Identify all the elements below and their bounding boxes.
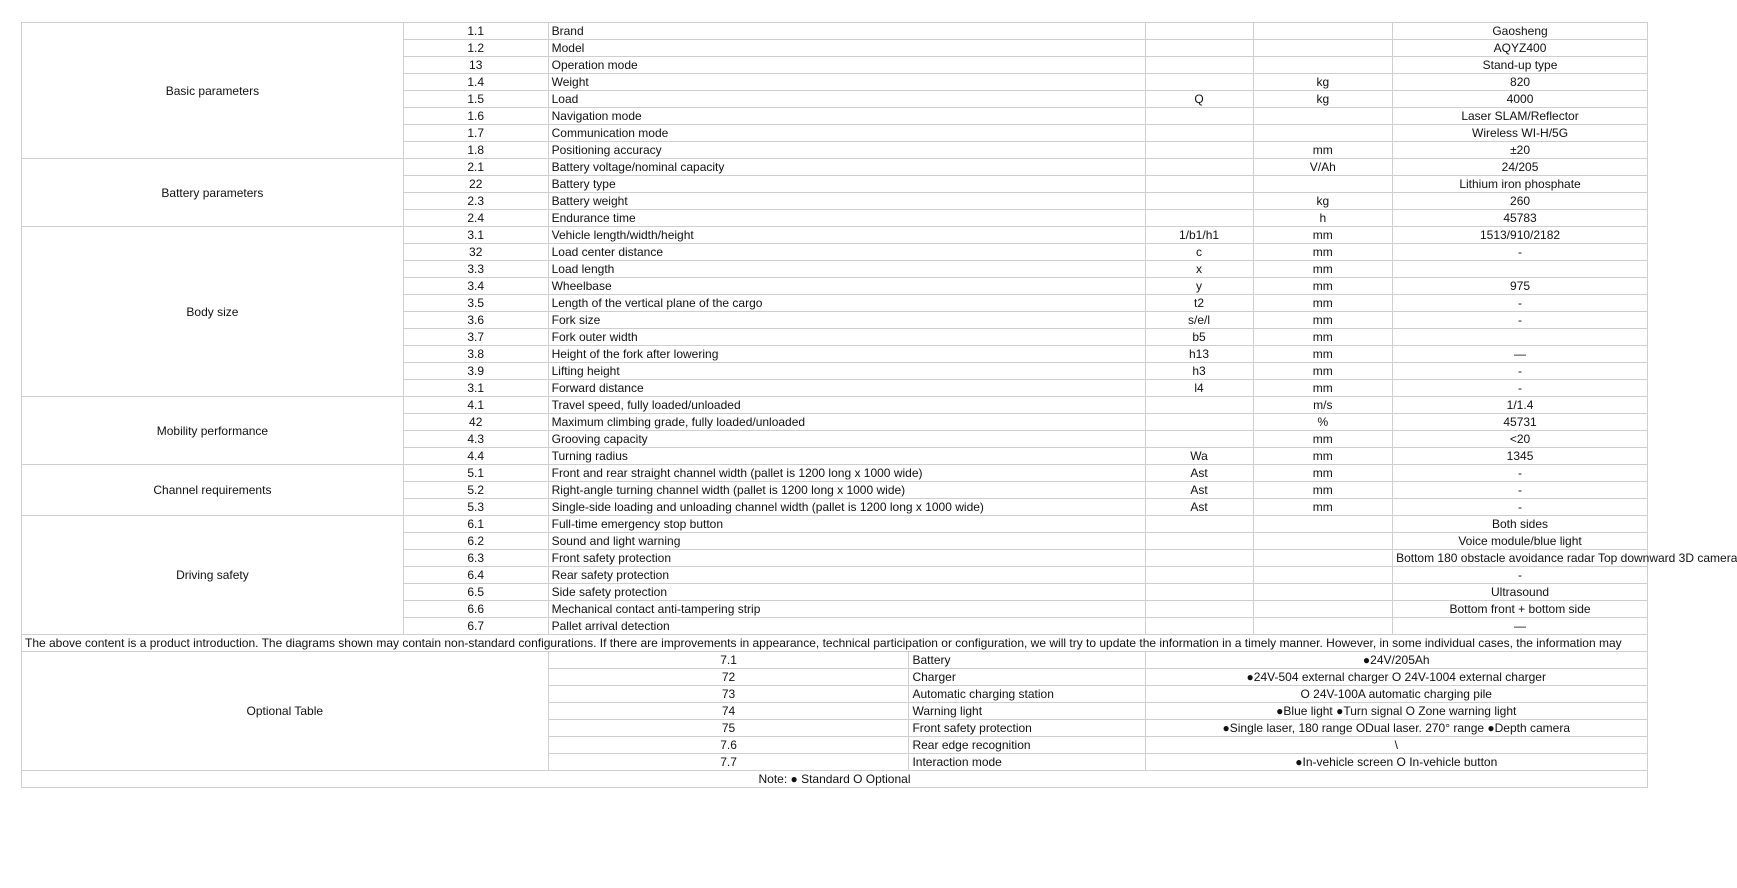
row-unit: %: [1253, 414, 1393, 431]
row-item: Fork outer width: [548, 329, 1145, 346]
row-item: Maximum climbing grade, fully loaded/unloaded: [548, 414, 1145, 431]
row-number: 6.3: [403, 550, 548, 567]
row-number: 3.3: [403, 261, 548, 278]
optional-item: Automatic charging station: [909, 686, 1145, 703]
row-number: 1.4: [403, 74, 548, 91]
row-symbol: [1145, 74, 1253, 91]
row-symbol: c: [1145, 244, 1253, 261]
row-item: Communication mode: [548, 125, 1145, 142]
row-value: 4000: [1393, 91, 1648, 108]
row-symbol: Ast: [1145, 482, 1253, 499]
legend-note: Note: ● Standard O Optional: [22, 771, 1648, 788]
row-item: Fork size: [548, 312, 1145, 329]
row-item: Front safety protection: [548, 550, 1145, 567]
row-unit: mm: [1253, 142, 1393, 159]
row-item: Weight: [548, 74, 1145, 91]
disclaimer-row: [22, 635, 1648, 652]
row-unit: [1253, 618, 1393, 635]
row-number: 5.2: [403, 482, 548, 499]
group-label-basic: Basic parameters: [22, 23, 404, 159]
row-unit: mm: [1253, 329, 1393, 346]
spec-table: [21, 22, 1737, 788]
row-number: 22: [403, 176, 548, 193]
row-unit: mm: [1253, 244, 1393, 261]
row-symbol: [1145, 431, 1253, 448]
row-symbol: [1145, 40, 1253, 57]
row-item: Positioning accuracy: [548, 142, 1145, 159]
row-unit: [1253, 601, 1393, 618]
row-unit: mm: [1253, 227, 1393, 244]
row-value: 45783: [1393, 210, 1648, 227]
row-unit: mm: [1253, 448, 1393, 465]
row-value: ±20: [1393, 142, 1648, 159]
row-symbol: [1145, 618, 1253, 635]
row-unit: [1253, 57, 1393, 74]
table-row: [22, 652, 1648, 669]
row-unit: mm: [1253, 295, 1393, 312]
row-item: Travel speed, fully loaded/unloaded: [548, 397, 1145, 414]
row-unit: mm: [1253, 431, 1393, 448]
row-symbol: 1/b1/h1: [1145, 227, 1253, 244]
row-item: Battery type: [548, 176, 1145, 193]
row-item: Front and rear straight channel width (pallet is 1200 long x 1000 wide): [548, 465, 1145, 482]
row-value: 1/1.4: [1393, 397, 1648, 414]
row-value: -: [1393, 567, 1648, 584]
row-item: Length of the vertical plane of the cargo: [548, 295, 1145, 312]
group-label-channel: Channel requirements: [22, 465, 404, 516]
row-symbol: [1145, 550, 1253, 567]
row-value: Wireless WI-H/5G: [1393, 125, 1648, 142]
optional-item: Front safety protection: [909, 720, 1145, 737]
row-symbol: [1145, 397, 1253, 414]
row-number: 1.6: [403, 108, 548, 125]
optional-number: 74: [548, 703, 909, 720]
row-unit: mm: [1253, 363, 1393, 380]
row-unit: kg: [1253, 74, 1393, 91]
row-value: Bottom front + bottom side: [1393, 601, 1648, 618]
row-symbol: [1145, 584, 1253, 601]
table-row: [22, 23, 1648, 40]
group-label-battery: Battery parameters: [22, 159, 404, 227]
row-value: Gaosheng: [1393, 23, 1648, 40]
row-item: Battery voltage/nominal capacity: [548, 159, 1145, 176]
row-symbol: h13: [1145, 346, 1253, 363]
row-unit: kg: [1253, 91, 1393, 108]
row-value: -: [1393, 244, 1648, 261]
row-number: 32: [403, 244, 548, 261]
row-item: Lifting height: [548, 363, 1145, 380]
optional-value: ●Single laser, 180 range ODual laser. 270° range ●Depth camera: [1145, 720, 1648, 737]
row-value: Lithium iron phosphate: [1393, 176, 1648, 193]
row-symbol: y: [1145, 278, 1253, 295]
row-value: —: [1393, 618, 1648, 635]
row-unit: V/Ah: [1253, 159, 1393, 176]
row-value: AQYZ400: [1393, 40, 1648, 57]
row-number: 3.7: [403, 329, 548, 346]
optional-value: ●In-vehicle screen O In-vehicle button: [1145, 754, 1648, 771]
row-unit: [1253, 108, 1393, 125]
row-unit: [1253, 40, 1393, 57]
row-value: 975: [1393, 278, 1648, 295]
row-unit: [1253, 584, 1393, 601]
row-number: 6.4: [403, 567, 548, 584]
row-unit: [1253, 550, 1393, 567]
optional-table-title: Optional Table: [22, 652, 549, 771]
row-value: Voice module/blue light: [1393, 533, 1648, 550]
row-value: [1393, 261, 1648, 278]
row-symbol: [1145, 567, 1253, 584]
row-number: 3.1: [403, 380, 548, 397]
row-value: -: [1393, 312, 1648, 329]
row-item: Grooving capacity: [548, 431, 1145, 448]
spec-sheet: [21, 22, 1737, 788]
row-item: Load center distance: [548, 244, 1145, 261]
row-value: 1513/910/2182: [1393, 227, 1648, 244]
row-item: Right-angle turning channel width (pallet is 1200 long x 1000 wide): [548, 482, 1145, 499]
row-unit: mm: [1253, 346, 1393, 363]
optional-number: 72: [548, 669, 909, 686]
row-unit: mm: [1253, 482, 1393, 499]
row-number: 4.4: [403, 448, 548, 465]
row-number: 3.4: [403, 278, 548, 295]
row-number: 2.1: [403, 159, 548, 176]
row-number: 3.8: [403, 346, 548, 363]
row-symbol: [1145, 23, 1253, 40]
table-row: [22, 159, 1648, 176]
row-item: Battery weight: [548, 193, 1145, 210]
row-symbol: [1145, 533, 1253, 550]
row-symbol: b5: [1145, 329, 1253, 346]
row-symbol: [1145, 142, 1253, 159]
row-number: 6.6: [403, 601, 548, 618]
row-value: Laser SLAM/Reflector: [1393, 108, 1648, 125]
row-item: Operation mode: [548, 57, 1145, 74]
optional-number: 73: [548, 686, 909, 703]
row-number: 3.9: [403, 363, 548, 380]
row-value: 820: [1393, 74, 1648, 91]
row-item: Single-side loading and unloading channel width (pallet is 1200 long x 1000 wide): [548, 499, 1145, 516]
row-symbol: s/e/l: [1145, 312, 1253, 329]
row-value: -: [1393, 482, 1648, 499]
row-number: 3.5: [403, 295, 548, 312]
row-number: 2.3: [403, 193, 548, 210]
optional-item: Charger: [909, 669, 1145, 686]
row-item: Brand: [548, 23, 1145, 40]
row-symbol: [1145, 193, 1253, 210]
row-symbol: Ast: [1145, 465, 1253, 482]
row-value: 1345: [1393, 448, 1648, 465]
row-number: 1.5: [403, 91, 548, 108]
row-unit: kg: [1253, 193, 1393, 210]
row-number: 1.8: [403, 142, 548, 159]
row-value: 260: [1393, 193, 1648, 210]
row-unit: mm: [1253, 312, 1393, 329]
row-symbol: h3: [1145, 363, 1253, 380]
row-symbol: [1145, 125, 1253, 142]
optional-number: 7.6: [548, 737, 909, 754]
row-value: -: [1393, 499, 1648, 516]
row-item: Height of the fork after lowering: [548, 346, 1145, 363]
optional-value: ●Blue light ●Turn signal O Zone warning light: [1145, 703, 1648, 720]
row-unit: mm: [1253, 278, 1393, 295]
row-item: Side safety protection: [548, 584, 1145, 601]
row-symbol: Wa: [1145, 448, 1253, 465]
row-unit: mm: [1253, 380, 1393, 397]
optional-value: O 24V-100A automatic charging pile: [1145, 686, 1648, 703]
row-unit: [1253, 23, 1393, 40]
row-item: Load: [548, 91, 1145, 108]
row-number: 6.2: [403, 533, 548, 550]
row-number: 1.7: [403, 125, 548, 142]
row-item: Turning radius: [548, 448, 1145, 465]
row-symbol: [1145, 516, 1253, 533]
row-unit: [1253, 176, 1393, 193]
note-row: [22, 771, 1648, 788]
row-item: Wheelbase: [548, 278, 1145, 295]
disclaimer-text: The above content is a product introduction. The diagrams shown may contain non-standard configurations. If there are improvements in appearance, technical participation or configuration, we will try to update the information in a timely manner. However, in some individual cases, the information may: [22, 635, 1648, 652]
row-value: [1393, 329, 1648, 346]
row-number: 6.1: [403, 516, 548, 533]
optional-value: ●24V-504 external charger O 24V-1004 external charger: [1145, 669, 1648, 686]
row-number: 4.1: [403, 397, 548, 414]
row-symbol: x: [1145, 261, 1253, 278]
table-row: [22, 465, 1648, 482]
row-item: Forward distance: [548, 380, 1145, 397]
row-symbol: [1145, 176, 1253, 193]
row-number: 3.6: [403, 312, 548, 329]
row-symbol: [1145, 159, 1253, 176]
row-number: 6.7: [403, 618, 548, 635]
row-number: 5.3: [403, 499, 548, 516]
row-item: Load length: [548, 261, 1145, 278]
row-unit: [1253, 516, 1393, 533]
row-unit: [1253, 125, 1393, 142]
row-unit: [1253, 567, 1393, 584]
row-value: 45731: [1393, 414, 1648, 431]
row-symbol: [1145, 57, 1253, 74]
row-number: 1.2: [403, 40, 548, 57]
row-unit: mm: [1253, 499, 1393, 516]
optional-value: ●24V/205Ah: [1145, 652, 1648, 669]
optional-value: \: [1145, 737, 1648, 754]
group-label-safety: Driving safety: [22, 516, 404, 635]
table-row: [22, 227, 1648, 244]
group-label-mobility: Mobility performance: [22, 397, 404, 465]
row-value: —: [1393, 346, 1648, 363]
row-value: -: [1393, 380, 1648, 397]
row-unit: m/s: [1253, 397, 1393, 414]
row-unit: mm: [1253, 465, 1393, 482]
row-symbol: [1145, 414, 1253, 431]
row-value: -: [1393, 295, 1648, 312]
row-value: Bottom 180 obstacle avoidance radar Top downward 3D camera: [1393, 550, 1648, 567]
row-symbol: [1145, 210, 1253, 227]
table-row: [22, 516, 1648, 533]
row-item: Endurance time: [548, 210, 1145, 227]
row-number: 2.4: [403, 210, 548, 227]
row-unit: mm: [1253, 261, 1393, 278]
optional-number: 7.1: [548, 652, 909, 669]
group-label-body: Body size: [22, 227, 404, 397]
row-symbol: Q: [1145, 91, 1253, 108]
row-symbol: Ast: [1145, 499, 1253, 516]
table-row: [22, 397, 1648, 414]
row-symbol: l4: [1145, 380, 1253, 397]
row-item: Model: [548, 40, 1145, 57]
optional-item: Warning light: [909, 703, 1145, 720]
row-value: Both sides: [1393, 516, 1648, 533]
row-value: -: [1393, 465, 1648, 482]
optional-number: 7.7: [548, 754, 909, 771]
row-number: 4.3: [403, 431, 548, 448]
row-value: -: [1393, 363, 1648, 380]
row-value: Ultrasound: [1393, 584, 1648, 601]
row-unit: h: [1253, 210, 1393, 227]
row-item: Navigation mode: [548, 108, 1145, 125]
row-number: 42: [403, 414, 548, 431]
optional-item: Interaction mode: [909, 754, 1145, 771]
row-number: 1.1: [403, 23, 548, 40]
row-item: Pallet arrival detection: [548, 618, 1145, 635]
row-item: Full-time emergency stop button: [548, 516, 1145, 533]
row-number: 3.1: [403, 227, 548, 244]
row-item: Vehicle length/width/height: [548, 227, 1145, 244]
row-value: 24/205: [1393, 159, 1648, 176]
row-symbol: [1145, 601, 1253, 618]
row-value: Stand-up type: [1393, 57, 1648, 74]
row-item: Rear safety protection: [548, 567, 1145, 584]
row-number: 6.5: [403, 584, 548, 601]
row-value: <20: [1393, 431, 1648, 448]
optional-number: 75: [548, 720, 909, 737]
row-number: 5.1: [403, 465, 548, 482]
row-item: Sound and light warning: [548, 533, 1145, 550]
row-number: 13: [403, 57, 548, 74]
row-symbol: [1145, 108, 1253, 125]
optional-item: Battery: [909, 652, 1145, 669]
optional-item: Rear edge recognition: [909, 737, 1145, 754]
row-unit: [1253, 533, 1393, 550]
row-item: Mechanical contact anti-tampering strip: [548, 601, 1145, 618]
row-symbol: t2: [1145, 295, 1253, 312]
